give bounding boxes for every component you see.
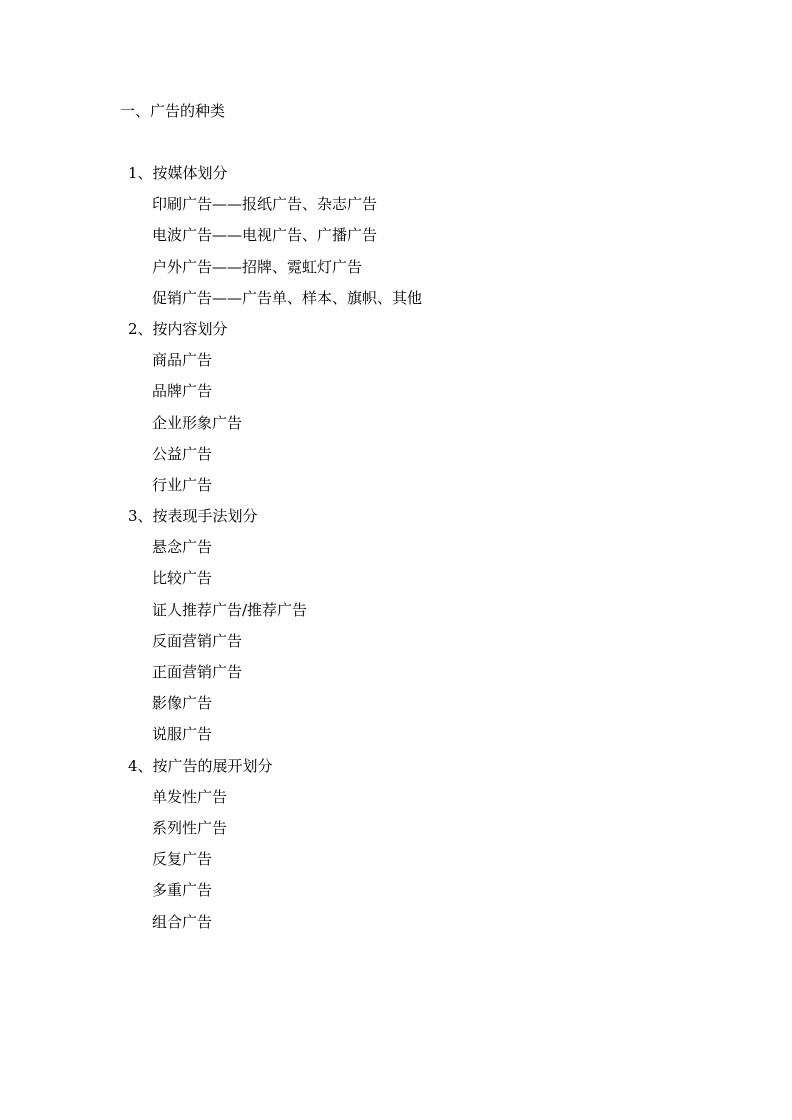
list-item: 单发性广告 xyxy=(152,787,228,806)
section-heading-media: 1、按媒体划分 xyxy=(128,164,228,182)
list-item: 公益广告 xyxy=(152,444,213,463)
section-heading-content: 2、按内容划分 xyxy=(128,319,228,338)
list-item: 商品广告 xyxy=(152,351,213,370)
list-item: 企业形象广告 xyxy=(152,413,243,432)
list-item: 印刷广告——报纸广告、杂志广告 xyxy=(152,195,378,214)
list-item: 组合广告 xyxy=(152,912,213,931)
list-item: 多重广告 xyxy=(152,881,213,900)
list-item: 影像广告 xyxy=(152,694,213,713)
section-heading-technique: 3、按表现手法划分 xyxy=(128,507,258,526)
list-item: 悬念广告 xyxy=(152,538,213,557)
list-item: 反面营销广告 xyxy=(152,631,243,650)
page-title: 一、广告的种类 xyxy=(120,102,226,120)
list-item: 品牌广告 xyxy=(152,382,213,401)
list-item: 反复广告 xyxy=(152,850,213,869)
list-item: 说服广告 xyxy=(152,725,213,744)
list-item: 系列性广告 xyxy=(152,818,228,837)
section-heading-rollout: 4、按广告的展开划分 xyxy=(128,756,273,775)
list-item: 户外广告——招牌、霓虹灯广告 xyxy=(152,257,363,276)
list-item: 正面营销广告 xyxy=(152,663,243,681)
list-item: 促销广告——广告单、样本、旗帜、其他 xyxy=(152,288,423,307)
list-item: 行业广告 xyxy=(152,475,213,494)
document-body xyxy=(0,163,792,943)
list-item: 电波广告——电视广告、广播广告 xyxy=(152,226,378,245)
list-item: 比较广告 xyxy=(152,569,213,588)
list-item: 证人推荐广告/推荐广告 xyxy=(152,600,308,619)
